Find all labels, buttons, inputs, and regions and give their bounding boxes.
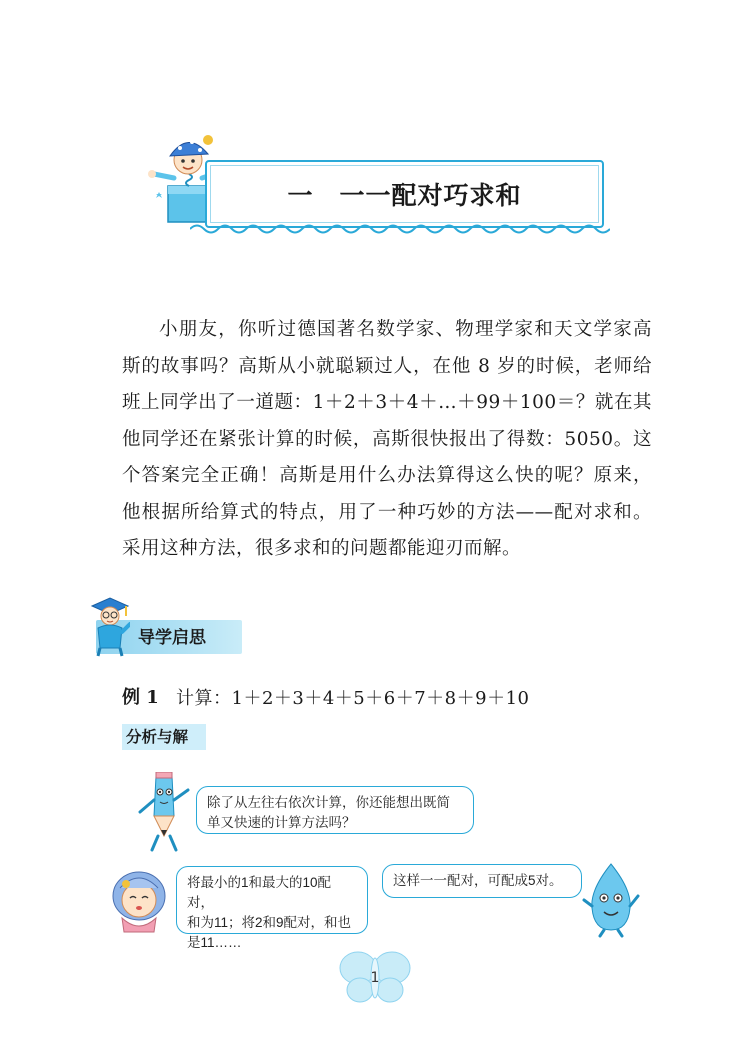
speech-bubble-answer-2	[382, 864, 582, 898]
page-number: 1	[370, 970, 380, 986]
bubble-line: 单又快速的计算方法吗？	[207, 815, 356, 830]
girl-character	[108, 868, 170, 934]
example-prompt: 计算：1＋2＋3＋4＋5＋6＋7＋8＋9＋10	[176, 688, 530, 709]
analysis-label: 分析与解	[126, 728, 189, 746]
example-label: 例 1	[122, 687, 159, 708]
chapter-title	[207, 162, 602, 226]
bubble-line: 除了从左往右依次计算，你还能想出既简	[207, 795, 450, 810]
speech-bubble-answer-1	[176, 866, 368, 950]
drop-character	[582, 860, 640, 938]
chapter-number: 一	[287, 181, 314, 210]
intro-paragraph: 小朋友，你听过德国著名数学家、物理学家和天文学家高斯的故事吗？高斯从小就聪颖过人，在他 8 岁的时候，老师给班上同学出了一道题：1＋2＋3＋4＋…＋99＋100＝？就在其他同学还在紧张计算的时候，高斯很快报出了得数：5050。这个答案完全正确！高斯是用什么办法算得这么快的呢？原来，他根据所给算式的特点，用了一种巧妙的方法——配对求和。采用这种方法，很多求和的问题都能迎刃而解。	[122, 319, 652, 559]
section-title: 导学启思	[138, 628, 206, 648]
title-wave-decoration	[190, 220, 610, 238]
bubble-line: 是11……	[187, 935, 242, 950]
scholar-mascot	[86, 592, 130, 658]
speech-bubble-question	[196, 786, 474, 834]
bubble-line: 将最小的1和最大的10配对，	[187, 875, 332, 910]
bubble-line: 这样一一配对，可配成5对。	[393, 873, 563, 888]
chapter-title-text: 一一配对巧求和	[339, 181, 522, 210]
pencil-character	[134, 772, 194, 852]
chapter-title-box	[205, 160, 604, 228]
bubble-line: 和为11；将2和9配对，和也	[187, 915, 352, 930]
